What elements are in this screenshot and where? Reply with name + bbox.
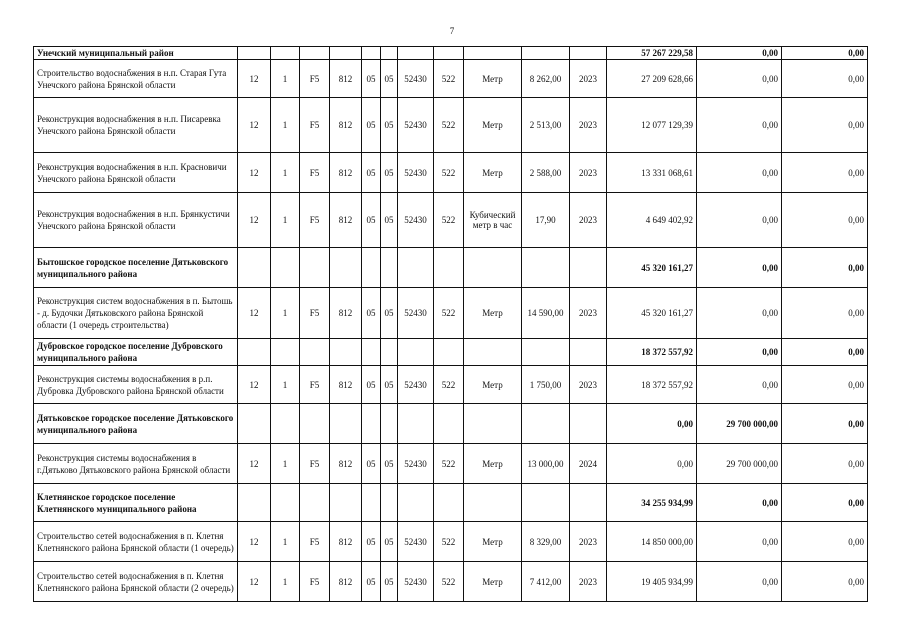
code-col-3 — [300, 484, 330, 522]
unit-cell: Метр — [464, 98, 522, 153]
amount-2025-cell: 0,00 — [782, 404, 868, 444]
code-col-2 — [271, 339, 300, 366]
code-col-3: F5 — [300, 288, 330, 339]
amount-2025-cell: 0,00 — [782, 60, 868, 98]
quantity-cell: 1 750,00 — [522, 366, 570, 404]
quantity-cell — [522, 47, 570, 60]
code-col-2: 1 — [271, 444, 300, 484]
code-col-4: 812 — [330, 153, 362, 193]
code-col-3: F5 — [300, 153, 330, 193]
unit-cell: Метр — [464, 562, 522, 602]
code-col-8: 522 — [434, 98, 464, 153]
object-name-cell: Дятьковское городское поселение Дятьковского муниципального района — [34, 404, 238, 444]
object-name-cell: Реконструкция систем водоснабжения в п. Бытошь - д. Будочки Дятьковского района Брянской области (1 очередь строительства) — [34, 288, 238, 339]
code-col-1: 12 — [238, 193, 271, 248]
code-col-3: F5 — [300, 444, 330, 484]
section-row — [34, 484, 868, 522]
code-col-6: 05 — [381, 366, 398, 404]
amount-2023-cell: 14 850 000,00 — [607, 522, 697, 562]
unit-cell — [464, 339, 522, 366]
code-col-1: 12 — [238, 522, 271, 562]
code-col-2: 1 — [271, 562, 300, 602]
amount-2023-cell: 0,00 — [607, 404, 697, 444]
amount-2023-cell: 57 267 229,58 — [607, 47, 697, 60]
code-col-4 — [330, 248, 362, 288]
amount-2024-cell: 0,00 — [697, 339, 782, 366]
code-col-3: F5 — [300, 366, 330, 404]
object-name-cell: Строительство сетей водоснабжения в п. Клетня Клетнянского района Брянской области (2 очередь) — [34, 562, 238, 602]
code-col-4 — [330, 339, 362, 366]
code-col-6 — [381, 404, 398, 444]
code-col-3: F5 — [300, 562, 330, 602]
code-col-2 — [271, 248, 300, 288]
code-col-5: 05 — [362, 153, 381, 193]
code-col-8 — [434, 484, 464, 522]
table-row — [34, 193, 868, 248]
unit-cell: Метр — [464, 288, 522, 339]
unit-cell: Кубический метр в час — [464, 193, 522, 248]
unit-cell: Метр — [464, 153, 522, 193]
object-name-cell: Клетнянское городское поселение Клетнянского муниципального района — [34, 484, 238, 522]
code-col-4 — [330, 404, 362, 444]
amount-2025-cell: 0,00 — [782, 248, 868, 288]
amount-2023-cell: 18 372 557,92 — [607, 339, 697, 366]
quantity-cell: 8 262,00 — [522, 60, 570, 98]
unit-cell: Метр — [464, 366, 522, 404]
table-row — [34, 288, 868, 339]
code-col-6 — [381, 248, 398, 288]
quantity-cell — [522, 484, 570, 522]
code-col-4: 812 — [330, 522, 362, 562]
code-col-8: 522 — [434, 288, 464, 339]
code-col-4 — [330, 484, 362, 522]
unit-cell: Метр — [464, 522, 522, 562]
amount-2025-cell: 0,00 — [782, 562, 868, 602]
amount-2024-cell: 0,00 — [697, 562, 782, 602]
code-col-6: 05 — [381, 98, 398, 153]
code-col-7: 52430 — [398, 522, 434, 562]
amount-2024-cell: 0,00 — [697, 98, 782, 153]
code-col-8: 522 — [434, 444, 464, 484]
code-col-8: 522 — [434, 153, 464, 193]
year-cell — [570, 248, 607, 288]
code-col-4: 812 — [330, 60, 362, 98]
amount-2024-cell: 0,00 — [697, 248, 782, 288]
code-col-6 — [381, 484, 398, 522]
section-row — [34, 248, 868, 288]
code-col-8: 522 — [434, 522, 464, 562]
code-col-1: 12 — [238, 288, 271, 339]
table-row — [34, 153, 868, 193]
code-col-4: 812 — [330, 562, 362, 602]
code-col-3 — [300, 47, 330, 60]
amount-2023-cell: 45 320 161,27 — [607, 248, 697, 288]
code-col-7 — [398, 248, 434, 288]
code-col-4: 812 — [330, 444, 362, 484]
quantity-cell: 17,90 — [522, 193, 570, 248]
quantity-cell: 2 513,00 — [522, 98, 570, 153]
code-col-5: 05 — [362, 60, 381, 98]
code-col-8: 522 — [434, 562, 464, 602]
code-col-2: 1 — [271, 98, 300, 153]
budget-table — [33, 46, 868, 602]
code-col-6: 05 — [381, 522, 398, 562]
amount-2024-cell: 0,00 — [697, 60, 782, 98]
code-col-3 — [300, 339, 330, 366]
code-col-7: 52430 — [398, 444, 434, 484]
amount-2025-cell: 0,00 — [782, 339, 868, 366]
section-row — [34, 47, 868, 60]
amount-2025-cell: 0,00 — [782, 522, 868, 562]
code-col-1 — [238, 47, 271, 60]
object-name-cell: Реконструкция водоснабжения в н.п. Красновичи Унечского района Брянской области — [34, 153, 238, 193]
object-name-cell: Бытошское городское поселение Дятьковского муниципального района — [34, 248, 238, 288]
code-col-7 — [398, 47, 434, 60]
amount-2025-cell: 0,00 — [782, 153, 868, 193]
code-col-8 — [434, 404, 464, 444]
amount-2024-cell: 0,00 — [697, 47, 782, 60]
code-col-6 — [381, 339, 398, 366]
amount-2025-cell: 0,00 — [782, 288, 868, 339]
code-col-2: 1 — [271, 366, 300, 404]
code-col-7: 52430 — [398, 98, 434, 153]
quantity-cell: 14 590,00 — [522, 288, 570, 339]
year-cell: 2023 — [570, 193, 607, 248]
code-col-7: 52430 — [398, 193, 434, 248]
code-col-4: 812 — [330, 98, 362, 153]
amount-2023-cell: 4 649 402,92 — [607, 193, 697, 248]
amount-2025-cell: 0,00 — [782, 484, 868, 522]
quantity-cell: 13 000,00 — [522, 444, 570, 484]
code-col-2: 1 — [271, 153, 300, 193]
amount-2025-cell: 0,00 — [782, 47, 868, 60]
code-col-3: F5 — [300, 60, 330, 98]
year-cell: 2023 — [570, 562, 607, 602]
code-col-6 — [381, 47, 398, 60]
code-col-6: 05 — [381, 193, 398, 248]
year-cell — [570, 339, 607, 366]
code-col-7: 52430 — [398, 562, 434, 602]
quantity-cell: 7 412,00 — [522, 562, 570, 602]
amount-2023-cell: 18 372 557,92 — [607, 366, 697, 404]
year-cell — [570, 47, 607, 60]
code-col-5: 05 — [362, 562, 381, 602]
quantity-cell — [522, 339, 570, 366]
code-col-1 — [238, 248, 271, 288]
amount-2023-cell: 45 320 161,27 — [607, 288, 697, 339]
amount-2025-cell: 0,00 — [782, 98, 868, 153]
code-col-4: 812 — [330, 288, 362, 339]
code-col-5: 05 — [362, 522, 381, 562]
quantity-cell — [522, 248, 570, 288]
code-col-8 — [434, 339, 464, 366]
quantity-cell: 2 588,00 — [522, 153, 570, 193]
unit-cell — [464, 47, 522, 60]
unit-cell: Метр — [464, 444, 522, 484]
code-col-5: 05 — [362, 288, 381, 339]
code-col-5: 05 — [362, 366, 381, 404]
object-name-cell: Строительство сетей водоснабжения в п. Клетня Клетнянского района Брянской области (1 очередь) — [34, 522, 238, 562]
code-col-8: 522 — [434, 193, 464, 248]
object-name-cell: Реконструкция системы водоснабжения в р.п. Дубровка Дубровского района Брянской области — [34, 366, 238, 404]
year-cell: 2023 — [570, 60, 607, 98]
table-body — [34, 47, 868, 602]
code-col-3: F5 — [300, 522, 330, 562]
code-col-1: 12 — [238, 60, 271, 98]
code-col-5: 05 — [362, 444, 381, 484]
code-col-6: 05 — [381, 444, 398, 484]
code-col-7: 52430 — [398, 60, 434, 98]
amount-2025-cell: 0,00 — [782, 193, 868, 248]
code-col-7 — [398, 339, 434, 366]
section-row — [34, 339, 868, 366]
code-col-5: 05 — [362, 98, 381, 153]
amount-2024-cell: 0,00 — [697, 366, 782, 404]
quantity-cell: 8 329,00 — [522, 522, 570, 562]
code-col-1: 12 — [238, 98, 271, 153]
section-row — [34, 404, 868, 444]
amount-2023-cell: 0,00 — [607, 444, 697, 484]
code-col-5 — [362, 248, 381, 288]
object-name-cell: Реконструкция системы водоснабжения в г.Дятьково Дятьковского района Брянской области — [34, 444, 238, 484]
year-cell: 2023 — [570, 522, 607, 562]
object-name-cell: Реконструкция водоснабжения в н.п. Брянкустичи Унечского района Брянской области — [34, 193, 238, 248]
year-cell: 2023 — [570, 366, 607, 404]
code-col-3: F5 — [300, 98, 330, 153]
code-col-7: 52430 — [398, 288, 434, 339]
table-row — [34, 444, 868, 484]
amount-2023-cell: 34 255 934,99 — [607, 484, 697, 522]
code-col-2 — [271, 484, 300, 522]
code-col-2: 1 — [271, 522, 300, 562]
code-col-2: 1 — [271, 60, 300, 98]
table-row — [34, 98, 868, 153]
code-col-1: 12 — [238, 562, 271, 602]
amount-2024-cell: 0,00 — [697, 288, 782, 339]
code-col-6: 05 — [381, 562, 398, 602]
code-col-3 — [300, 404, 330, 444]
code-col-3 — [300, 248, 330, 288]
unit-cell — [464, 248, 522, 288]
code-col-2: 1 — [271, 288, 300, 339]
code-col-5 — [362, 404, 381, 444]
code-col-2: 1 — [271, 193, 300, 248]
amount-2024-cell: 0,00 — [697, 193, 782, 248]
object-name-cell: Строительство водоснабжения в н.п. Старая Гута Унечского района Брянской области — [34, 60, 238, 98]
object-name-cell: Дубровское городское поселение Дубровского муниципального района — [34, 339, 238, 366]
amount-2023-cell: 19 405 934,99 — [607, 562, 697, 602]
code-col-4: 812 — [330, 366, 362, 404]
code-col-1: 12 — [238, 366, 271, 404]
code-col-5: 05 — [362, 193, 381, 248]
code-col-4: 812 — [330, 193, 362, 248]
object-name-cell: Унечский муниципальный район — [34, 47, 238, 60]
year-cell: 2023 — [570, 98, 607, 153]
code-col-6: 05 — [381, 60, 398, 98]
code-col-5 — [362, 47, 381, 60]
code-col-3: F5 — [300, 193, 330, 248]
code-col-7 — [398, 484, 434, 522]
year-cell: 2023 — [570, 153, 607, 193]
quantity-cell — [522, 404, 570, 444]
code-col-6: 05 — [381, 288, 398, 339]
code-col-8 — [434, 47, 464, 60]
amount-2023-cell: 27 209 628,66 — [607, 60, 697, 98]
amount-2025-cell: 0,00 — [782, 444, 868, 484]
code-col-8: 522 — [434, 60, 464, 98]
code-col-8: 522 — [434, 366, 464, 404]
table-row — [34, 562, 868, 602]
code-col-2 — [271, 47, 300, 60]
code-col-5 — [362, 339, 381, 366]
amount-2024-cell: 29 700 000,00 — [697, 404, 782, 444]
unit-cell — [464, 484, 522, 522]
code-col-1 — [238, 484, 271, 522]
amount-2024-cell: 29 700 000,00 — [697, 444, 782, 484]
code-col-1: 12 — [238, 444, 271, 484]
page-number: 7 — [449, 26, 455, 36]
amount-2025-cell: 0,00 — [782, 366, 868, 404]
unit-cell — [464, 404, 522, 444]
code-col-7 — [398, 404, 434, 444]
code-col-1: 12 — [238, 153, 271, 193]
object-name-cell: Реконструкция водоснабжения в н.п. Писаревка Унечского района Брянской области — [34, 98, 238, 153]
year-cell: 2023 — [570, 288, 607, 339]
code-col-7: 52430 — [398, 153, 434, 193]
code-col-5 — [362, 484, 381, 522]
code-col-6: 05 — [381, 153, 398, 193]
table-row — [34, 366, 868, 404]
amount-2024-cell: 0,00 — [697, 522, 782, 562]
amount-2024-cell: 0,00 — [697, 153, 782, 193]
code-col-1 — [238, 339, 271, 366]
unit-cell: Метр — [464, 60, 522, 98]
code-col-7: 52430 — [398, 366, 434, 404]
year-cell — [570, 484, 607, 522]
code-col-2 — [271, 404, 300, 444]
amount-2024-cell: 0,00 — [697, 484, 782, 522]
table-row — [34, 60, 868, 98]
code-col-4 — [330, 47, 362, 60]
table-row — [34, 522, 868, 562]
amount-2023-cell: 13 331 068,61 — [607, 153, 697, 193]
year-cell: 2024 — [570, 444, 607, 484]
amount-2023-cell: 12 077 129,39 — [607, 98, 697, 153]
code-col-8 — [434, 248, 464, 288]
year-cell — [570, 404, 607, 444]
code-col-1 — [238, 404, 271, 444]
